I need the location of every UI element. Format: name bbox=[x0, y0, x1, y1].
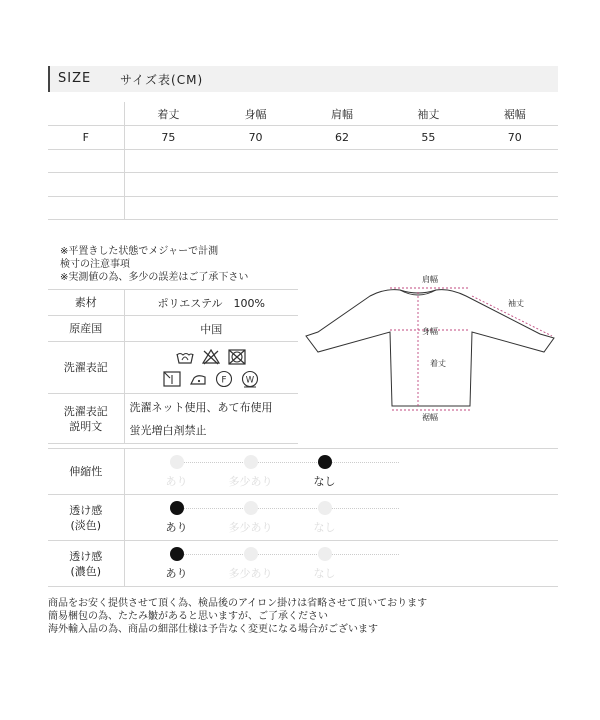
material-row bbox=[48, 290, 298, 316]
svg-text:F: F bbox=[221, 375, 227, 385]
measurement-notes bbox=[60, 245, 248, 284]
sleeve-label: 袖丈 bbox=[508, 299, 524, 308]
stretch-scale bbox=[165, 449, 405, 494]
note-line: ※実測値の為、多少の誤差はご了承下さい bbox=[60, 272, 249, 283]
scale-dot bbox=[244, 547, 258, 561]
origin-row bbox=[48, 316, 298, 342]
table-cell: 62 bbox=[299, 126, 385, 150]
footer-line: 商品をお安く提供させて頂く為、検品後のアイロン掛けは省略させて頂いております bbox=[48, 598, 428, 609]
table-cell: 70 bbox=[212, 126, 298, 150]
scale-dot bbox=[244, 455, 258, 469]
sheer-light-scale bbox=[165, 495, 405, 540]
scale-option-label: 多少あり bbox=[228, 567, 273, 580]
column-header: 身幅 bbox=[212, 102, 298, 126]
iron-low-icon bbox=[188, 370, 208, 388]
size-header bbox=[48, 66, 558, 92]
care-row bbox=[48, 342, 298, 394]
origin-value: 中国 bbox=[124, 316, 298, 342]
scale-option-label: あり bbox=[165, 567, 188, 580]
sheer-light-label: 透け感 (淡色) bbox=[48, 495, 124, 541]
care-note-value: 洗濯ネット使用、あて布使用 蛍光増白剤禁止 bbox=[124, 394, 298, 444]
material-value: ポリエステル 100% bbox=[124, 290, 298, 316]
note-line: 検寸の注意事項 bbox=[60, 259, 130, 270]
scale-dot bbox=[170, 501, 184, 515]
size-label: SIZE bbox=[58, 71, 92, 86]
scale-option-label: 多少あり bbox=[228, 521, 273, 534]
scale-option-label: 多少あり bbox=[228, 475, 273, 488]
origin-label: 原産国 bbox=[48, 316, 124, 342]
svg-text:W: W bbox=[246, 375, 255, 385]
note-line: ※平置きした状態でメジャーで計測 bbox=[60, 246, 219, 257]
hem-label: 裾幅 bbox=[422, 413, 438, 422]
scale-dot bbox=[170, 547, 184, 561]
garment-diagram bbox=[300, 266, 570, 426]
scale-option-label: あり bbox=[165, 521, 188, 534]
scale-dot bbox=[318, 547, 332, 561]
sheer-light-row bbox=[48, 495, 558, 541]
dry-clean-f-icon bbox=[214, 370, 234, 388]
length-label: 着丈 bbox=[430, 359, 446, 368]
column-header: 裾幅 bbox=[472, 102, 558, 126]
size-chart-unit: サイズ表(CM) bbox=[120, 73, 204, 87]
table-row bbox=[48, 126, 558, 150]
column-header: 袖丈 bbox=[385, 102, 471, 126]
scale-option-label: なし bbox=[313, 475, 336, 488]
size-table-header-row bbox=[48, 102, 558, 126]
line-dry-icon bbox=[162, 370, 182, 388]
column-header: 着丈 bbox=[124, 102, 212, 126]
size-name: F bbox=[48, 126, 124, 150]
spec-table bbox=[48, 289, 298, 444]
table-cell: 55 bbox=[385, 126, 471, 150]
header-accent-bar bbox=[48, 66, 50, 92]
column-header: 肩幅 bbox=[299, 102, 385, 126]
table-cell: 75 bbox=[124, 126, 212, 150]
wet-clean-w-icon bbox=[240, 370, 260, 388]
footer-notes bbox=[48, 597, 427, 636]
care-icons bbox=[124, 342, 298, 394]
sheer-dark-label: 透け感 (濃色) bbox=[48, 541, 124, 587]
scale-dot bbox=[318, 501, 332, 515]
scale-table bbox=[48, 448, 558, 587]
footer-line: 簡易梱包の為、たたみ皺があると思いますが、ご了承ください bbox=[48, 611, 328, 622]
no-bleach-icon bbox=[201, 348, 221, 366]
size-table bbox=[48, 102, 558, 220]
scale-dot bbox=[244, 501, 258, 515]
care-label: 洗濯表記 bbox=[48, 342, 124, 394]
scale-option-label: なし bbox=[313, 521, 336, 534]
table-cell: 70 bbox=[472, 126, 558, 150]
care-note-row bbox=[48, 394, 298, 444]
material-label: 素材 bbox=[48, 290, 124, 316]
stretch-label: 伸縮性 bbox=[48, 449, 124, 495]
empty-row bbox=[48, 149, 558, 173]
shoulder-label: 肩幅 bbox=[422, 275, 438, 284]
no-tumble-dry-icon bbox=[227, 348, 247, 366]
scale-option-label: なし bbox=[313, 567, 336, 580]
empty-row bbox=[48, 196, 558, 220]
scale-dot bbox=[170, 455, 184, 469]
care-note-label: 洗濯表記 説明文 bbox=[48, 394, 124, 444]
footer-line: 海外輸入品の為、商品の細部仕様は予告なく変更になる場合がございます bbox=[48, 624, 378, 635]
stretch-row bbox=[48, 449, 558, 495]
sheer-dark-row bbox=[48, 541, 558, 587]
hand-wash-icon bbox=[175, 348, 195, 366]
scale-option-label: あり bbox=[165, 475, 188, 488]
scale-dot bbox=[318, 455, 332, 469]
chest-label: 身幅 bbox=[422, 327, 438, 336]
empty-row bbox=[48, 173, 558, 197]
sheer-dark-scale bbox=[165, 541, 405, 586]
